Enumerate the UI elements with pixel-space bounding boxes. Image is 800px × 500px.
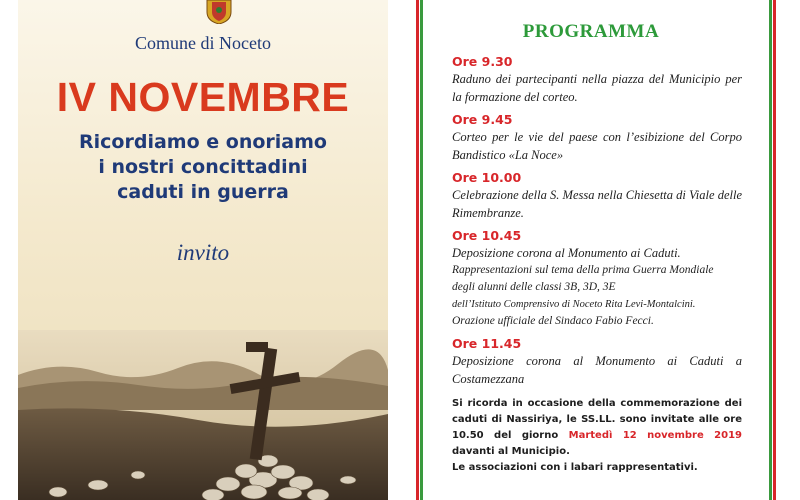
nassiriya-note bbox=[452, 396, 742, 476]
schedule-description: Corteo per le vie del paese con l’esibizione del Corpo Bandistico «La Noce» bbox=[452, 130, 742, 162]
subtitle-line-1: Ricordiamo e onoriamo bbox=[79, 131, 327, 153]
schedule-description: degli alunni delle classi 3B, 3D, 3E bbox=[452, 281, 616, 293]
schedule-description: Celebrazione della S. Messa nella Chiesetta di Viale delle Rimembranze. bbox=[452, 188, 742, 220]
border-red-left bbox=[416, 0, 419, 500]
border-red-right bbox=[773, 0, 776, 500]
invito-label: invito bbox=[176, 240, 230, 265]
programme-list bbox=[452, 54, 742, 476]
note-associations: Le associazioni con i labari rappresentativi. bbox=[452, 462, 698, 473]
schedule-time: Ore 9.30 bbox=[452, 54, 513, 69]
cross-photo bbox=[18, 330, 388, 500]
schedule-description: dell’Istituto Comprensivo di Noceto Rita Levi-Montalcini. bbox=[452, 299, 696, 310]
note-text-end: davanti al Municipio. bbox=[452, 446, 570, 457]
subtitle-line-3: caduti in guerra bbox=[117, 181, 289, 203]
note-text: Si ricorda in occasione della commemorazione dei caduti di Nassiriya, le SS.LL. sono invitate alle ore 10.50 del giorno bbox=[452, 398, 742, 441]
schedule-description: Raduno dei partecipanti nella piazza del Municipio per la formazione del corteo. bbox=[452, 72, 742, 104]
border-green-left bbox=[420, 0, 423, 500]
note-date: Martedì 12 novembre 2019 bbox=[568, 430, 742, 441]
schedule-time: Ore 11.45 bbox=[452, 336, 522, 351]
municipality-name: Comune di Noceto bbox=[135, 33, 271, 53]
schedule-description: Deposizione corona al Monumento ai Caduti. bbox=[452, 246, 681, 260]
page-title: IV NOVEMBRE bbox=[56, 74, 350, 120]
schedule-description: Rappresentazioni sul tema della prima Guerra Mondiale bbox=[452, 264, 714, 276]
programme-panel bbox=[416, 0, 786, 500]
schedule-time: Ore 10.45 bbox=[452, 228, 522, 243]
crest-icon bbox=[204, 0, 234, 24]
invitation-cover bbox=[18, 0, 388, 500]
schedule-description: Deposizione corona al Monumento ai Caduti a Costamezzana bbox=[452, 354, 742, 386]
border-green-right bbox=[769, 0, 772, 500]
schedule-description: Orazione ufficiale del Sindaco Fabio Fecci. bbox=[452, 315, 654, 327]
subtitle-line-2: i nostri concittadini bbox=[98, 156, 308, 178]
programme-heading: PROGRAMMA bbox=[522, 21, 660, 42]
schedule-time: Ore 10.00 bbox=[452, 170, 522, 185]
schedule-time: Ore 9.45 bbox=[452, 112, 513, 127]
